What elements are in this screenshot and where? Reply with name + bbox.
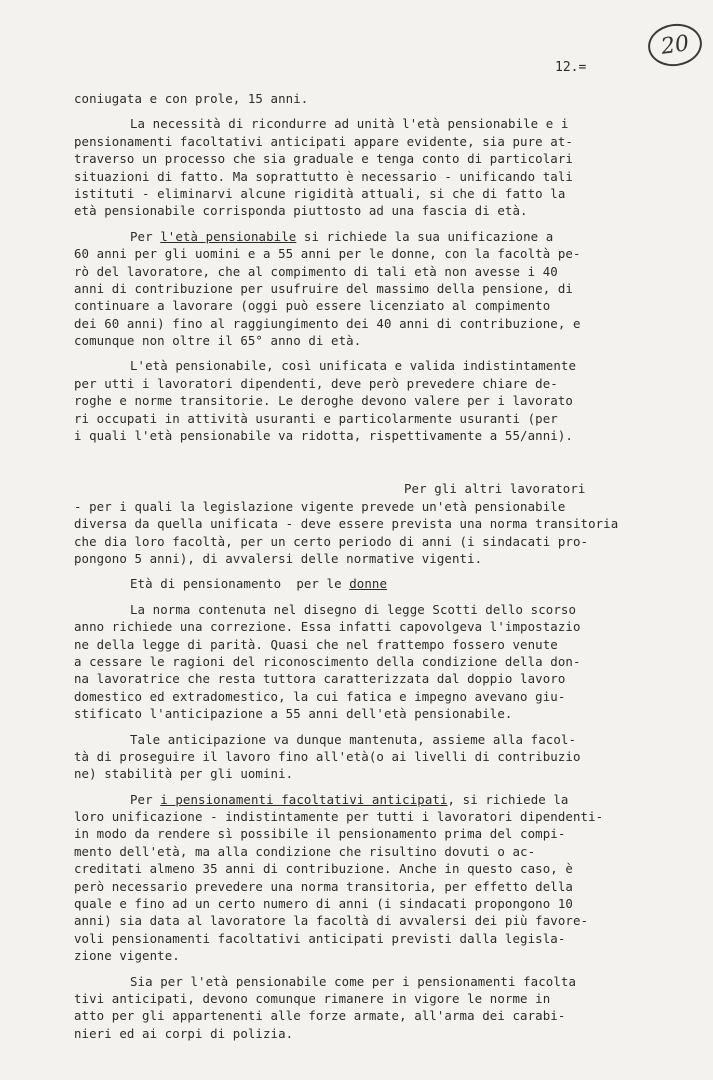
text-line: - per i quali la legislazione vigente prevede un'età pensionabile	[74, 498, 566, 514]
text-line: situazioni di fatto. Ma soprattutto è necessario - unificando tali	[74, 168, 573, 184]
text-line: pensionamenti facoltativi anticipati appare evidente, sia pure at-	[74, 133, 573, 149]
text-line: i quali l'età pensionabile va ridotta, rispettivamente a 55/anni).	[74, 428, 573, 444]
text-line: tivi anticipati, devono comunque rimanere in vigore le norme in	[74, 990, 551, 1006]
text-line: coniugata e con prole, 15 anni.	[74, 91, 309, 106]
text-line: Per i pensionamenti facoltativi anticipati, si richiede la	[130, 791, 569, 807]
text-line: creditati almeno 35 anni di contribuzione. Anche in questo caso, è	[74, 861, 573, 877]
text-line: quale e fino ad un certo numero di anni (i sindacati propongono 10	[74, 896, 573, 912]
text-line: La norma contenuta nel disegno di legge Scotti dello scorso	[130, 601, 577, 617]
text-line: La necessità di ricondurre ad unità l'età pensionabile e i	[130, 116, 569, 132]
section-heading: Età di pensionamento per le donne	[130, 576, 388, 592]
text-line: ri occupati in attività usuranti e particolarmente usuranti (per	[74, 410, 558, 426]
text-line: comunque non oltre il 65° anno di età.	[74, 333, 362, 349]
text-line: loro unificazione - indistintamente per tutti i lavoratori dipendenti-	[74, 809, 604, 825]
text-line: in modo da rendere sì possibile il pensionamento prima del compi-	[74, 826, 566, 842]
text-line: a cessare le ragioni del riconoscimento della condizione della don-	[74, 653, 581, 669]
text-line: tà di proseguire il lavoro fino all'età(o ai livelli di contribuzio	[74, 748, 581, 764]
text-line: anni) sia data al lavoratore la facoltà di avvalersi dei più favore-	[74, 913, 589, 929]
text-line: per utti i lavoratori dipendenti, deve però prevedere chiare de-	[74, 375, 558, 391]
text-line: L'età pensionabile, così unificata e valida indistintamente	[130, 358, 577, 374]
text-line: dei 60 anni) fino al raggiungimento dei 40 anni di contribuzione, e	[74, 315, 581, 331]
text-line: anni di contribuzione per usufruire del massimo della pensione, di	[74, 280, 573, 296]
text-line: ne della legge di parità. Quasi che nel frattempo fossero venute	[74, 636, 558, 652]
body-text	[74, 90, 684, 1042]
text-line: istituti - eliminarvi alcune rigidità attuali, si che di fatto la	[74, 185, 566, 201]
text-line: atto per gli appartenenti alle forze armate, all'arma dei carabi-	[74, 1008, 566, 1024]
text-line: ne) stabilità per gli uomini.	[74, 766, 294, 782]
text-line: zione vigente.	[74, 948, 180, 964]
text-line: domestico ed extradomestico, la cui fatica e impegno avevano giu-	[74, 688, 566, 704]
text-line: 60 anni per gli uomini e a 55 anni per le donne, con la facoltà pe-	[74, 246, 581, 262]
handwritten-page-stamp: 20	[645, 20, 704, 69]
text-line: mento dell'età, ma alla condizione che risultino dovuti o ac-	[74, 843, 536, 859]
text-line: anno richiede una correzione. Essa infatti capovolgeva l'impostazio	[74, 619, 581, 635]
text-line: voli pensionamenti facoltativi anticipati previsti dalla legisla-	[74, 930, 566, 946]
text-line: età pensionabile corrisponda piuttosto ad una fascia di età.	[74, 203, 528, 219]
page-number: 12.=	[555, 60, 587, 75]
text-line: Sia per l'età pensionabile come per i pensionamenti facolta	[130, 973, 577, 989]
text-line: Per l'età pensionabile si richiede la sua unificazione a	[130, 228, 554, 244]
text-line: Tale anticipazione va dunque mantenuta, assieme alla facol-	[130, 731, 577, 747]
text-line: na lavoratrice che resta tuttora caratterizzata dal doppio lavoro	[74, 671, 566, 687]
underlined-term: l'età pensionabile	[160, 228, 297, 244]
text-line: Per gli altri lavoratori	[404, 481, 586, 497]
text-line: che dia loro facoltà, per un certo periodo di anni (i sindacati pro-	[74, 533, 589, 549]
text-line: pongono 5 anni), di avvalersi delle normative vigenti.	[74, 550, 483, 566]
underlined-term: donne	[349, 576, 388, 592]
text-line: diversa da quella unificata - deve essere prevista una norma transitoria	[74, 516, 619, 532]
text-line: continuare a lavorare (oggi può essere licenziato al compimento	[74, 298, 551, 314]
text-line: stificato l'anticipazione a 55 anni dell'età pensionabile.	[74, 706, 513, 722]
text-line: roghe e norme transitorie. Le deroghe devono valere per i lavorato	[74, 393, 573, 409]
text-line: però necessario prevedere una norma transitoria, per effetto della	[74, 878, 573, 894]
text-line: traverso un processo che sia graduale e tenga conto di particolari	[74, 151, 573, 167]
underlined-term: i pensionamenti facoltativi anticipati	[160, 791, 448, 807]
text-line: rò del lavoratore, che al compimento di tali età non avesse i 40	[74, 263, 558, 279]
text-line: nieri ed ai corpi di polizia.	[74, 1025, 294, 1041]
